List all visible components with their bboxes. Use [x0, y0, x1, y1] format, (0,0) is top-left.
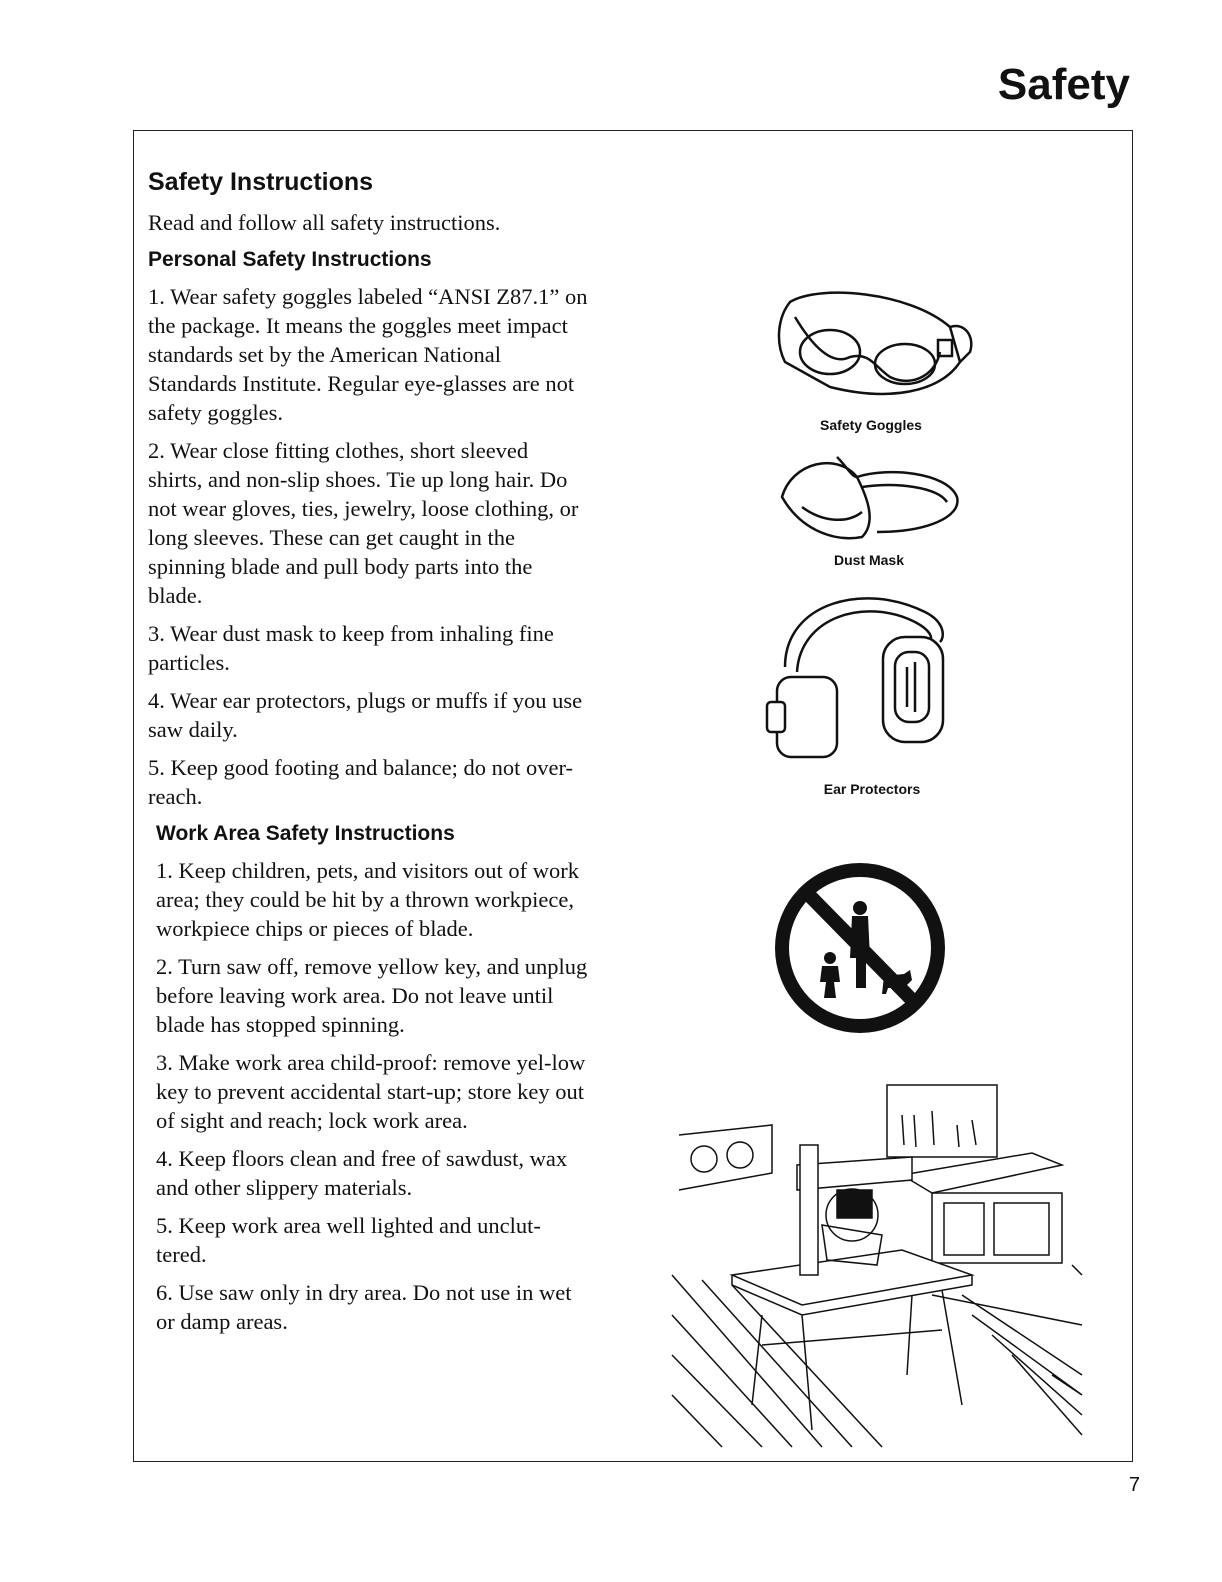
personal-safety-heading: Personal Safety Instructions — [148, 248, 432, 271]
work-item-4: 4. Keep floors clean and free of sawdust, wax and other slippery materials. — [156, 1146, 568, 1200]
safety-intro: Read and follow all safety instructions. — [148, 210, 501, 235]
instructions-column — [148, 166, 588, 1345]
work-item-3: 3. Make work area child-proof: remove yel-low key to prevent accidental start-up; store key out of sight and reach; lock work area. — [156, 1050, 586, 1133]
work-item-2: 2. Turn saw off, remove yellow key, and unplug before leaving work area. Do not leave until blade has stopped spinning. — [156, 954, 588, 1037]
safety-goggles-caption: Safety Goggles — [820, 417, 922, 433]
work-item-1: 1. Keep children, pets, and visitors out of work area; they could be hit by a thrown workpiece, workpiece chips or pieces of blade. — [156, 858, 580, 941]
safety-instructions-heading: Safety Instructions — [148, 168, 374, 196]
ear-protectors-illustration — [765, 582, 955, 772]
workshop-saw-illustration — [672, 1075, 1082, 1447]
safety-goggles-illustration — [770, 282, 982, 414]
ear-protectors-caption: Ear Protectors — [823, 781, 921, 797]
personal-item-5: 5. Keep good footing and balance; do not over-reach. — [148, 755, 574, 809]
dust-mask-illustration — [777, 452, 963, 544]
personal-item-4: 4. Wear ear protectors, plugs or muffs if you use saw daily. — [148, 688, 583, 742]
work-item-5: 5. Keep work area well lighted and unclut-tered. — [156, 1213, 541, 1267]
page-title: Safety — [997, 60, 1130, 109]
personal-item-1: 1. Wear safety goggles labeled “ANSI Z87.1” on the package. It means the goggles meet impact standards set by the American National Standards Institute. Regular eye-glasses are not safety goggles. — [148, 284, 588, 425]
personal-item-3: 3. Wear dust mask to keep from inhaling fine particles. — [148, 621, 554, 675]
personal-item-2: 2. Wear close fitting clothes, short sleeved shirts, and non-slip shoes. Tie up long hair. Do not wear gloves, ties, jewelry, loose clothing, or long sleeves. These can get caught in the spinning blade and pull body parts into the blade. — [148, 438, 579, 608]
page-number: 7 — [1128, 1474, 1140, 1496]
work-item-6: 6. Use saw only in dry area. Do not use in wet or damp areas. — [156, 1280, 572, 1334]
work-area-safety-heading: Work Area Safety Instructions — [156, 822, 455, 845]
no-children-pets-icon — [772, 858, 952, 1038]
dust-mask-caption: Dust Mask — [833, 552, 905, 568]
